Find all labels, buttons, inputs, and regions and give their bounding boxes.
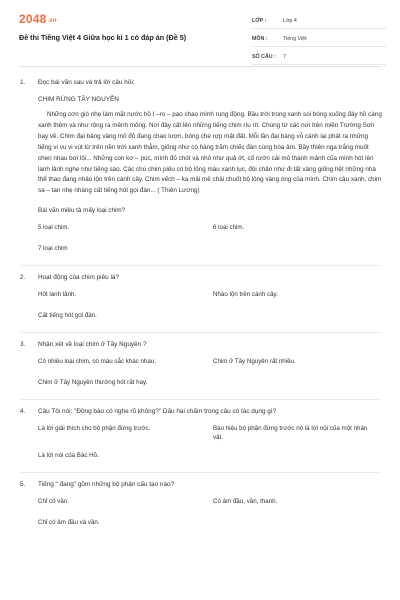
meta-row-class bbox=[252, 14, 386, 29]
question-divider bbox=[20, 472, 382, 473]
answer-option[interactable]: 6 loại chim. bbox=[213, 224, 245, 232]
question-1 bbox=[20, 79, 382, 256]
answer-option[interactable]: Nhào lộn trên cành cây. bbox=[213, 291, 278, 299]
question-number: 5. bbox=[20, 481, 26, 489]
logo-text: 2048 bbox=[19, 12, 47, 26]
question-number: 4. bbox=[20, 408, 26, 416]
page-title: Đề thi Tiếng Việt 4 Giữa học kì 1 có đáp án (Đề 5) bbox=[19, 33, 187, 42]
question-number: 3. bbox=[20, 341, 26, 349]
answer-option[interactable]: Chỉ có âm đầu và vần. bbox=[38, 519, 100, 527]
answer-option[interactable]: Là lời nói của Bác Hồ. bbox=[38, 452, 99, 460]
answer-option[interactable]: Có âm đầu, vần, thanh. bbox=[213, 498, 278, 506]
meta-value: Tiếng Việt bbox=[283, 36, 307, 42]
exam-meta bbox=[252, 14, 386, 68]
answer-option[interactable]: Chim ở Tây Nguyên thường hót rất hay. bbox=[38, 379, 148, 387]
answer-option[interactable]: Chỉ có vần. bbox=[38, 498, 69, 506]
answer-option[interactable]: Cất tiếng hót gọi đàn. bbox=[38, 312, 97, 320]
answer-option[interactable]: Là lời giải thích cho bộ phận đứng trước. bbox=[38, 425, 151, 433]
answer-options bbox=[38, 214, 382, 256]
question-divider bbox=[20, 332, 382, 333]
meta-label: MÔN : bbox=[252, 36, 268, 42]
meta-row-count bbox=[252, 50, 386, 65]
question-number: 1. bbox=[20, 79, 26, 86]
question-4 bbox=[20, 408, 382, 463]
answer-option[interactable]: Báo hiệu bộ phận đứng trước nó là lời nói của một nhân vật. bbox=[213, 425, 368, 442]
site-logo[interactable] bbox=[19, 12, 57, 26]
sub-question: Bài văn miêu tả mấy loại chim? bbox=[38, 207, 126, 215]
answer-option[interactable]: Hót lanh lảnh. bbox=[38, 291, 77, 299]
answer-options bbox=[38, 488, 382, 530]
answer-option[interactable]: Có nhiều loại chim, có màu sắc khác nhau. bbox=[38, 358, 156, 366]
answer-option[interactable]: Chim ở Tây Nguyên rất nhiều. bbox=[213, 358, 296, 366]
question-list bbox=[20, 79, 382, 530]
meta-value: 7 bbox=[283, 54, 286, 60]
meta-label: LỚP : bbox=[252, 18, 267, 24]
question-5 bbox=[20, 481, 382, 530]
meta-value: Lớp 4 bbox=[283, 18, 297, 24]
question-2 bbox=[20, 274, 382, 323]
question-divider bbox=[20, 265, 382, 266]
meta-row-subject bbox=[252, 32, 386, 47]
passage-text: Những cơn gió nhẹ làm mặt nước hồ I –ro – pao chao mình rung động. Bầu trời trong xanh soi bóng xuống đáy hồ càng xanh thêm và như rộng ra mênh mông. Nơi đây cất lên những tiếng chim ríu rít. Chúng từ các nơi trên miền Trường Sơn bay về. Chim đại bàng vàng mỏ đỏ đang chao lượn, bóng che rợp mặt đất. Mỗi lần đại bàng vỗ cánh lại phát ra những tiếng vi vu vi vút từ trên nền trời xanh thẳm, giống như có hàng trăm chiếc đàn cùng hòa âm. Bầy thiên nga trắng muốt chen nhau bơi lội... Những con kơ – púc, mình đỏ chót và nhỏ như quả ớt, cố rướn cái mỏ thanh mảnh của mình hót lên lanh lảnh nghe như tiếng sáo. Các chú chim piêu có bộ lông màu xanh lục, đôi chân như đi tất vàng giống hệt những nhà thể thao đang nhảo lộn trên cành cây. Chim vếch – ka mải mê chải chuốt bộ lông vàng óng của mình. Chim câu xanh, chim sa – tan nhẹ nhàng cất tiếng hót gọi đàn... ( Thiên Lương) bbox=[38, 111, 382, 195]
answer-option[interactable]: 5 loại chim. bbox=[38, 224, 70, 232]
answer-options bbox=[38, 415, 382, 463]
passage-title: CHIM RỪNG TÂY NGUYÊN bbox=[38, 96, 119, 103]
question-prompt: Tiếng " đang" gồm những bộ phận cấu tạo nào? bbox=[38, 481, 175, 489]
answer-options bbox=[38, 281, 382, 323]
question-number: 2. bbox=[20, 274, 26, 282]
question-prompt: Nhận xét về loại chim ở Tây Nguyên ? bbox=[38, 341, 147, 349]
logo-suffix: .vn bbox=[47, 18, 57, 24]
question-prompt: Đọc bài văn sau và trả lời câu hỏi: bbox=[38, 79, 135, 86]
question-prompt: Hoạt động của chim piêu là? bbox=[38, 274, 120, 282]
meta-label: SỐ CÂU : bbox=[252, 54, 276, 60]
header-divider bbox=[19, 66, 381, 67]
question-3 bbox=[20, 341, 382, 390]
header bbox=[0, 0, 400, 62]
question-divider bbox=[20, 399, 382, 400]
answer-option[interactable]: 7 loại chim bbox=[38, 245, 68, 253]
question-prompt: Câu Tôi nói: "Đồng bào có nghe rõ không?" Dấu hai chấm trong câu có tác dụng gì? bbox=[38, 408, 277, 416]
answer-options bbox=[38, 348, 382, 390]
